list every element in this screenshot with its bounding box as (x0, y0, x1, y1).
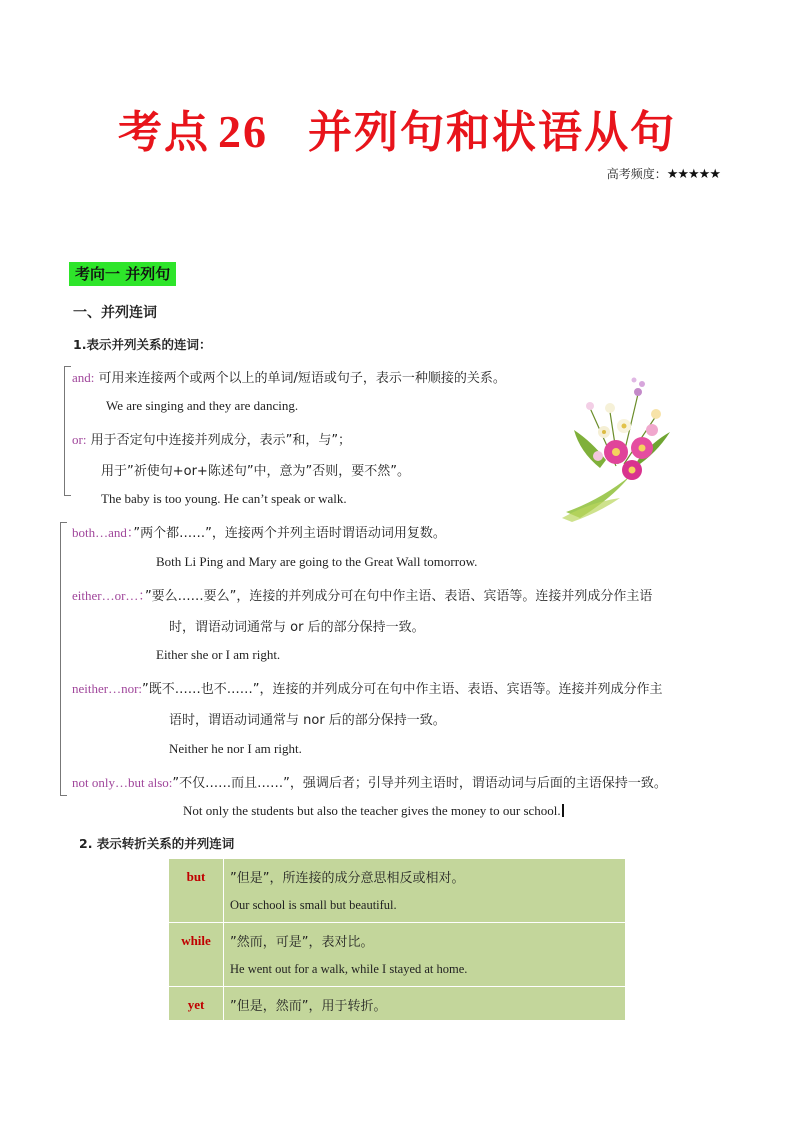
table-keyword-but: but (169, 859, 224, 923)
bracket-correlatives (60, 522, 67, 796)
table-example-while: He went out for a walk, while I stayed at home. (230, 962, 468, 976)
section-tag: 考向一 并列句 (69, 262, 176, 286)
desc-neither-nor: ”既不……也不……”，连接的并列成分可在句中作主语、表语、宾语等。连接并列成分作主 (142, 682, 663, 697)
subheading-parallel: 1.表示并列关系的连词： (73, 337, 212, 352)
page-title (0, 96, 794, 160)
desc-or: 用于否定句中连接并列成分，表示”和，与”； (86, 433, 352, 448)
entry-not-only-but-also (72, 772, 667, 791)
keyword-or: or: (72, 432, 87, 447)
example-not-only-but-also (183, 803, 564, 819)
keyword-neither-nor: neither…nor: (72, 681, 143, 696)
desc-both-and: ”两个都……”，连接两个并列主语时谓语动词用复数。 (133, 526, 446, 541)
entry-both-and (72, 522, 446, 541)
entry-either-or (72, 585, 652, 604)
heading-coordinating-conjunctions: 一、并列连词 (73, 305, 157, 321)
desc-not-only-but-also: ”不仅……而且……”，强调后者；引导并列主语时，谓语动词与后面的主语保持一致。 (172, 776, 667, 791)
entry-and (72, 367, 506, 386)
keyword-either-or: either…or…： (72, 588, 145, 603)
table-row (169, 859, 626, 923)
text-cursor (562, 804, 564, 817)
table-example-but: Our school is small but beautiful. (230, 898, 397, 912)
frequency-label: 高考频度： (606, 167, 667, 181)
contrast-conjunction-table (168, 858, 626, 1021)
table-row (169, 923, 626, 987)
table-desc-cell (224, 923, 626, 987)
example-not-only-text: Not only the students but also the teacher gives the money to our school. (183, 803, 561, 818)
title-text: 并列句和状语从句 (308, 107, 676, 158)
desc-and: 可用来连接两个或两个以上的单词/短语或句子，表示一种顺接的关系。 (94, 371, 506, 386)
table-desc-while: ”然而，可是”，表对比。 (230, 935, 374, 950)
example-both-and: Both Li Ping and Mary are going to the Great Wall tomorrow. (156, 554, 478, 569)
table-row (169, 987, 626, 1021)
entry-or (72, 429, 351, 448)
example-or: The baby is too young. He can’t speak or walk. (101, 491, 347, 506)
desc-either-or-2: 时，谓语动词通常与 or 后的部分保持一致。 (169, 620, 425, 635)
keyword-both-and: both…and： (72, 525, 134, 540)
table-desc-cell (224, 987, 626, 1021)
example-and: We are singing and they are dancing. (106, 398, 299, 413)
desc-neither-nor-2: 语时，谓语动词通常与 nor 后的部分保持一致。 (169, 713, 446, 728)
desc-either-or: ”要么……要么”，连接的并列成分可在句中作主语、表语、宾语等。连接并列成分作主语 (144, 589, 653, 604)
title-prefix: 考点 (118, 107, 210, 158)
example-either-or: Either she or I am right. (156, 647, 281, 662)
table-desc-cell (224, 859, 626, 923)
desc-or-2: 用于”祈使句+or+陈述句”中，意为”否则，要不然”。 (101, 464, 411, 479)
subheading-contrast: 2. 表示转折关系的并列连词 (79, 836, 235, 851)
table-desc-yet: ”但是，然而”，用于转折。 (230, 999, 387, 1014)
keyword-and: and: (72, 370, 95, 385)
keyword-not-only-but-also: not only…but also: (72, 775, 173, 790)
frequency-rating (607, 165, 720, 182)
table-desc-but: ”但是”，所连接的成分意思相反或相对。 (230, 871, 465, 886)
star-rating-icon: ★★★★★ (666, 167, 720, 182)
table-keyword-while: while (169, 923, 224, 987)
flower-bouquet-image (560, 372, 676, 522)
title-number: 26 (218, 106, 268, 157)
table-keyword-yet: yet (169, 987, 224, 1021)
example-neither-nor: Neither he nor I am right. (169, 741, 302, 756)
bracket-and-or (64, 366, 71, 496)
entry-neither-nor (72, 678, 663, 697)
